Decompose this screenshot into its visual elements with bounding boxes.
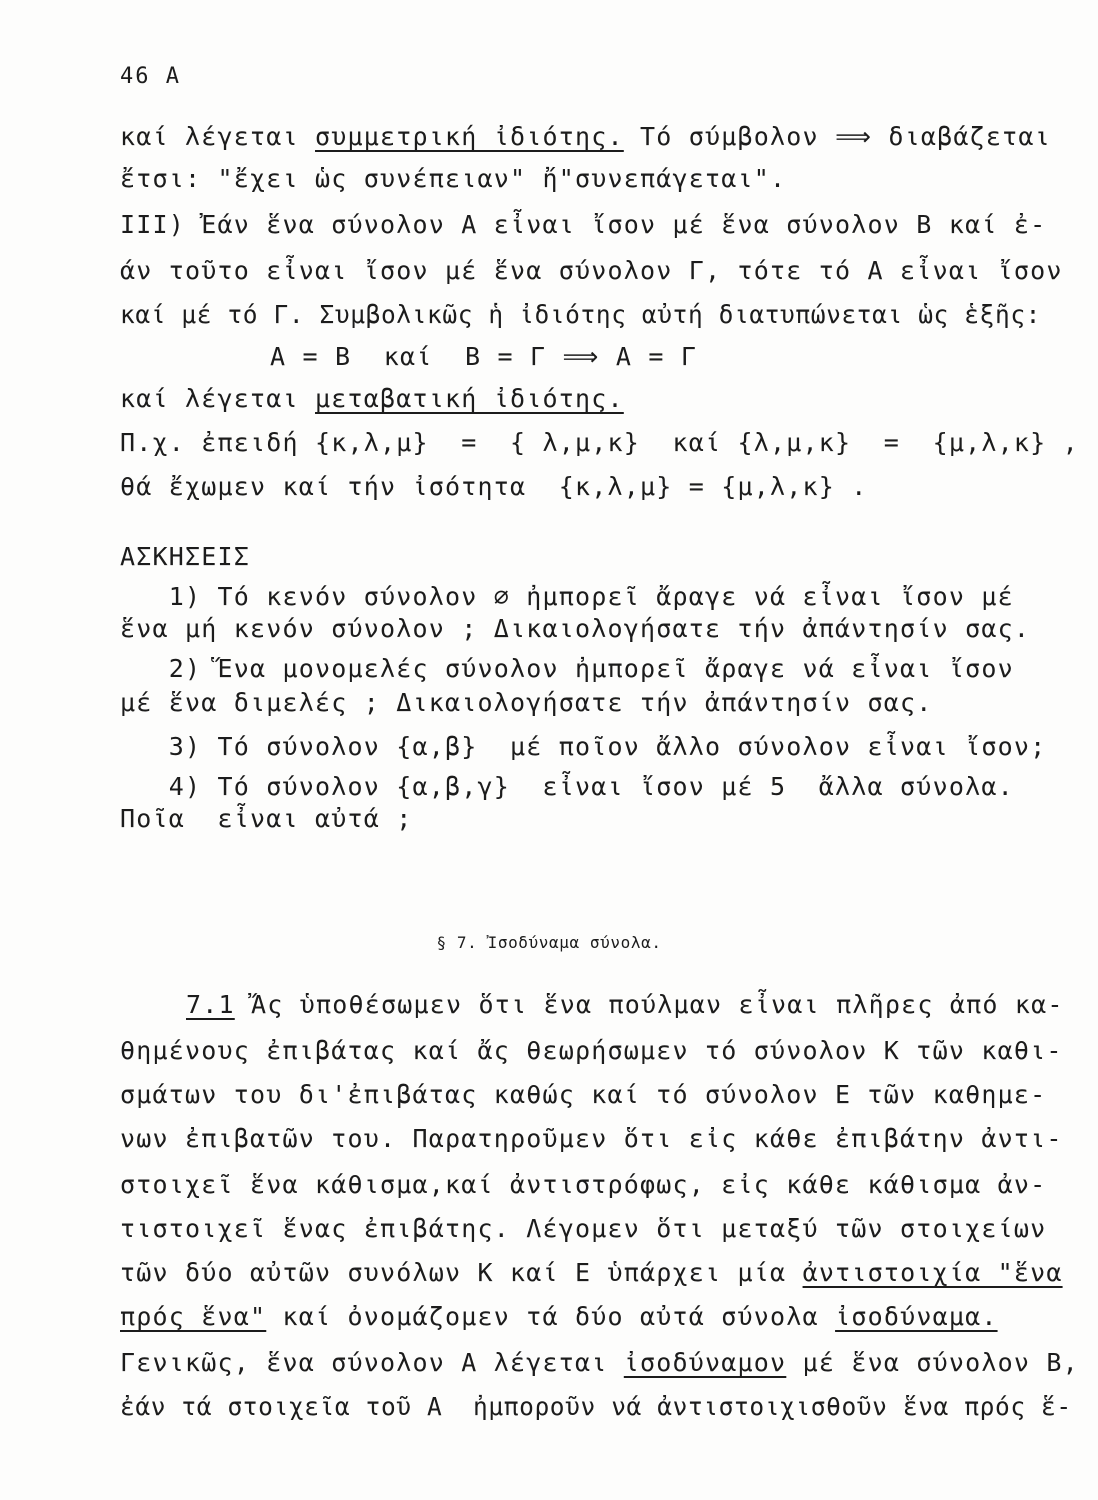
exercise-1-line-a: 1) Τό κενόν σύνολον ∅ ἠμπορεῖ ἄραγε νά εἶναι ἴσον μέ	[120, 582, 1014, 611]
text-line-2: ἔτσι: "ἔχει ὡς συνέπειαν" ἤ"συνεπάγεται".	[120, 164, 787, 193]
text-line-9: θά ἔχωμεν καί τήν ἰσότητα {κ,λ,μ} = {μ,λ,κ} .	[120, 472, 868, 501]
section-para-line-6: τιστοιχεῖ ἕνας ἐπιβάτης. Λέγομεν ὅτι μεταξύ τῶν στοιχείων	[120, 1214, 1047, 1243]
term-equivalent: ἰσοδύναμα.	[835, 1302, 998, 1331]
term-symmetric-property: συμμετρική ἰδιότης.	[315, 122, 624, 151]
page-number: 46 A	[120, 64, 181, 89]
formula-line	[270, 342, 697, 372]
section-para-line-8	[120, 1302, 998, 1332]
paragraph-number: 7.1	[186, 990, 235, 1019]
term-equivalent-singular: ἰσοδύναμον	[623, 1348, 787, 1377]
implies-arrow-icon: ⟹	[835, 122, 873, 151]
section-para-line-1	[186, 990, 1064, 1020]
text-segment: Τό σύμβολον	[623, 122, 836, 151]
section-title: § 7. Ἰσοδύναμα σύνολα.	[436, 933, 662, 952]
exercise-1-line-b: ἕνα μή κενόν σύνολον ; Δικαιολογήσατε τήν ἀπάντησίν σας.	[120, 614, 1031, 643]
exercise-4-line-b: Ποῖα εἶναι αὐτά ;	[120, 804, 413, 833]
term-transitive-property: μεταβατική ἰδιότης.	[315, 384, 624, 413]
section-para-line-5: στοιχεῖ ἕνα κάθισμα,καί ἀντιστρόφως, εἰς κάθε κάθισμα ἀν-	[120, 1170, 1047, 1199]
text-segment: τῶν δύο αὐτῶν συνόλων Κ καί Ε ὑπάρχει μία	[120, 1258, 803, 1287]
formula-segment: Α = Γ	[599, 342, 698, 371]
text-line-7	[120, 384, 624, 414]
text-segment: καί λέγεται	[120, 384, 316, 413]
exercise-3: 3) Τό σύνολον {α,β} μέ ποῖον ἄλλο σύνολον εἶναι ἴσον;	[120, 732, 1047, 761]
section-para-line-2: θημένους ἐπιβάτας καί ἄς θεωρήσωμεν τό σύνολον Κ τῶν καθι-	[120, 1036, 1063, 1065]
section-para-line-9	[120, 1348, 1079, 1378]
text-segment: μέ ἕνα σύνολον Β,	[786, 1348, 1079, 1377]
exercise-2-line-a: 2) Ἕνα μονομελές σύνολον ἠμπορεῖ ἄραγε νά εἶναι ἴσον	[120, 654, 1014, 683]
exercise-2-line-b: μέ ἕνα διμελές ; Δικαιολογήσατε τήν ἀπάντησίν σας.	[120, 688, 933, 717]
text-line-4: άν τοῦτο εἶναι ἴσον μέ ἕνα σύνολον Γ, τότε τό Α εἶναι ἴσον	[120, 256, 1063, 285]
text-segment: διαβάζεται	[872, 122, 1051, 151]
section-para-line-7	[120, 1258, 1063, 1288]
text-line-3: III) Ἐάν ἕνα σύνολον Α εἶναι ἴσον μέ ἕνα σύνολον Β καί ἐ-	[120, 210, 1047, 239]
text-segment: καί λέγεται	[120, 122, 316, 151]
text-line-8: Π.χ. ἐπειδή {κ,λ,μ} = { λ,μ,κ} καί {λ,μ,κ} = {μ,λ,κ} ,	[120, 428, 1079, 457]
section-para-line-4: νων ἐπιβατῶν του. Παρατηροῦμεν ὅτι εἰς κάθε ἐπιβάτην ἀντι-	[120, 1124, 1063, 1153]
section-para-line-10: ἐάν τά στοιχεῖα τοῦ Α ἠμποροῦν νά ἀντιστοιχισθοῦν ἕνα πρός ἕ-	[120, 1392, 1072, 1421]
text-segment: Γενικῶς, ἕνα σύνολον Α λέγεται	[120, 1348, 624, 1377]
exercise-4-line-a: 4) Τό σύνολον {α,β,γ} εἶναι ἴσον μέ 5 ἄλλα σύνολα.	[120, 772, 1014, 801]
text-segment: Ἄς ὑποθέσωμεν ὅτι ἕνα πούλμαν εἶναι πλῆρες ἀπό κα-	[234, 990, 1064, 1019]
term-one-to-one: πρός ἕνα"	[120, 1302, 267, 1331]
text-segment: καί ὀνομάζομεν τά δύο αὐτά σύνολα	[266, 1302, 836, 1331]
formula-segment: Α = Β καί Β = Γ	[270, 342, 563, 371]
text-line-5: καί μέ τό Γ. Συμβολικῶς ἡ ἰδιότης αὐτή διατυπώνεται ὡς ἑξῆς:	[120, 300, 1042, 329]
text-line-1	[120, 122, 1051, 152]
exercises-heading: ΑΣΚΗΣΕΙΣ	[120, 542, 251, 571]
section-para-line-3: σμάτων του δι'ἐπιβάτας καθώς καί τό σύνολον Ε τῶν καθημε-	[120, 1080, 1047, 1109]
term-correspondence: ἀντιστοιχία "ἕνα	[802, 1258, 1063, 1287]
implies-arrow-icon: ⟹	[562, 342, 600, 371]
